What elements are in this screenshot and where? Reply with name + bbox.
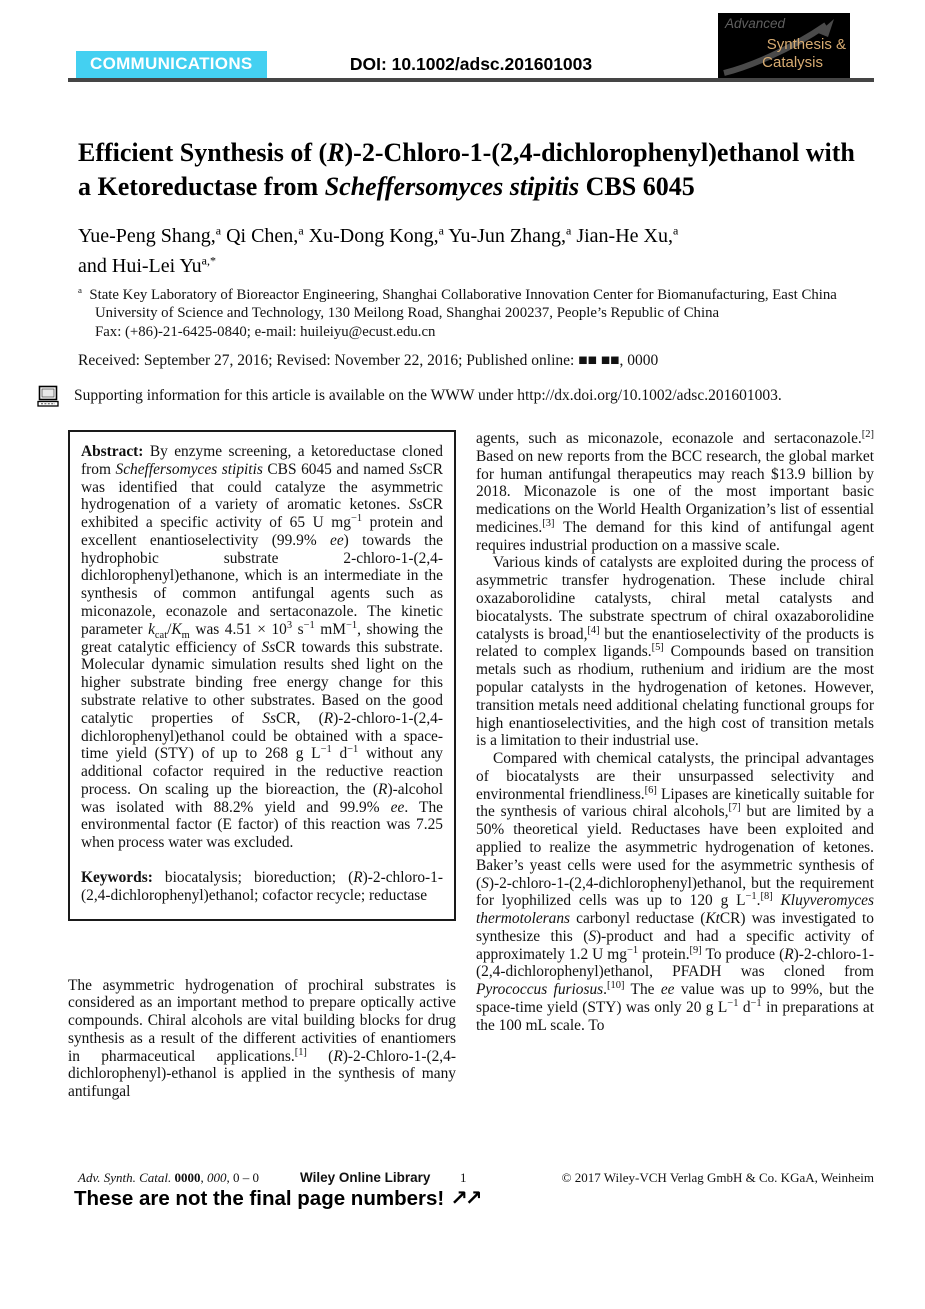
right-column	[476, 430, 874, 1101]
logo-catalysis-text: Catalysis	[762, 54, 823, 71]
communications-label: COMMUNICATIONS	[90, 54, 253, 73]
abstract-box	[68, 430, 456, 921]
copyright-notice: © 2017 Wiley-VCH Verlag GmbH & Co. KGaA, Weinheim	[561, 1170, 874, 1185]
page-number: 1	[460, 1170, 467, 1185]
intro-paragraph: The asymmetric hydrogenation of prochiral substrates is considered as an important method to prepare optically active compounds. Chiral alcohols are vital building blocks for drug synthesis as a result of the different activities of enantiomers in pharmaceutical applications.[1] (R)-2-Chloro-1-(2,4-dichlorophenyl)-ethanol is applied in the synthesis of many antifungal	[68, 976, 456, 1101]
paragraph: agents, such as miconazole, econazole and sertaconazole.[2] Based on new reports from the BCC research, the global market for human antifungal therapeutics may reach $13.9 billion by 2018. Miconazole is one of the most important basic medications on the World Health Organization’s list of essential medicines.[3] The demand for this kind of antifungal agent requires industrial production on a massive scale.	[476, 428, 874, 554]
affiliation: $^a$ State Key Laboratory of Bioreactor Engineering, Shanghai Collaborative Innovation Center for Biomanufacturing, East China University of Science and Technology, 130 Meilong Road, Shanghai 200237, People’s Republic of China Fax: (+86)-21-6425-0840; e-mail: huileiyu@ecust.edu.cn	[78, 285, 837, 340]
article-title: Efficient Synthesis of (R)-2-Chloro-1-(2,4-dichlorophenyl)ethanol with a Ketoreductase from Scheffersomyces stipitis CBS 6045	[78, 138, 855, 201]
left-column	[68, 430, 456, 1101]
paragraph: Various kinds of catalysts are exploited during the process of asymmetric transfer hydrogenation. These include chiral oxazaborolidine catalysts, chiral metal catalysts and biocatalysts. The substrate spectrum of chiral oxazaborolidine catalysts is broad,[4] but the enantioselectivity of the products is related to complex ligands.[5] Compounds based on transition metals such as rhodium, ruthenium and iridium are the most popular catalysts in the hydrogenation of ketones. However, transition metals need additional chelating functional groups for high enantioselectivities, and the high cost of transition metals is a limitation to their industrial use.	[476, 554, 875, 750]
final-page-numbers-note	[74, 1186, 479, 1211]
authors-line: Yue-Peng Shang,$^a$ Qi Chen,$^a$ Xu-Dong Kong,$^a$ Yu-Jun Zhang,$^a$ Jian-He Xu,$^a$ and Hui-Lei $Yu^{a,*}$	[78, 223, 679, 277]
keywords-label: Keywords:	[81, 868, 153, 886]
final-page-numbers-text: These are not the final page numbers!	[74, 1187, 445, 1210]
paragraph: Compared with chemical catalysts, the principal advantages of biocatalysts are their unsurpassed selectivity and environmental friendliness.[6] Lipases are kinetically suitable for the synthesis of various chiral alcohols,[7] but are limited by a 50% theoretical yield. Reductases have been exploited and applied to realize the asymmetric hydrogenation of ketones. Baker’s yeast cells were used for the asymmetric synthesis of (S)-2-chloro-1-(2,4-dichlorophenyl)ethanol, but the requirement for lyophilized cells was up to 120 g $L^{-1}.[8]$ Kluyveromyces thermotolerans carbonyl reductase (KtCR) was investigated to synthesize this (S)-product and had a specific activity of approximately 1.2 U $mg^{-1}$ protein.[9] To produce (R)-2-chloro-1-(2,4-dichlorophenyl)ethanol, PFADH was cloned from Pyrococcus furiosus.[10] The ee value was up to 99%, but the space-time yield (STY) was only 20 g $L^{-1}$ $d^{-1}$ in preparations at the 100 mL scale. To	[476, 750, 874, 1034]
journal-logo	[718, 13, 850, 78]
abstract-body: By enzyme screening, a ketoreductase cloned from Scheffersomyces stipitis CBS 6045 and named SsCR was identified that could catalyze the asymmetric hydrogenation of a variety of aromatic ketones. SsCR exhibited a specific activity of 65 U $mg^{-1}$ protein and excellent enantioselectivity (99.9% ee) towards the hydrophobic substrate 2-chloro-1-(2,4-dichlorophenyl)ethanone, which is an intermediate in the synthesis of common antifungal agents such as miconazole, econazole and sertaconazole. The kinetic parameter $k_{cat}/K_m$ was $4.51 \times 10^3$ $s^{-1}$ $mM^{-1}$, showing the great catalytic efficiency of SsCR towards this substrate. Molecular dynamic simulation results shed light on the higher substrate binding free energy change for this substrate relative to other substrates. Based on the good catalytic properties of SsCR, (R)-2-chloro-1-(2,4-dichlorophenyl)ethanol could be obtained with a space-time yield (STY) of up to 268 g $L^{-1}$ $d^{-1}$ without any additional cofactor required in the reductive reaction process. On scaling up the bioreaction, the (R)-alcohol was isolated with 88.2% yield and 99.9% ee. The environmental factor (E factor) of this reaction was 7.25 when process water was excluded.	[81, 443, 444, 852]
supporting-info-text: Supporting information for this article is available on the WWW under http://dx.doi.org/10.1002/adsc.201601003.	[74, 387, 782, 404]
logo-advanced-text: Advanced	[725, 16, 786, 31]
abstract-label: Abstract:	[81, 443, 144, 460]
body-columns	[68, 430, 874, 1101]
abstract-paragraph	[81, 443, 443, 852]
supporting-info-row	[36, 385, 888, 408]
logo-synthesis-text: Synthesis &	[766, 36, 846, 53]
wiley-online-library-label: Wiley Online Library	[300, 1170, 431, 1185]
keywords-text: biocatalysis; bioreduction; (R)-2-chloro-1-(2,4-dichlorophenyl)ethanol; cofactor recycle; reductase	[81, 868, 443, 904]
journal-reference: Adv. Synth. Catal. 0000, 000, 0 – 0	[78, 1170, 260, 1185]
computer-icon	[36, 385, 61, 408]
up-right-arrows-icon: ↗↗	[450, 1186, 480, 1210]
received-revised-line: Received: September 27, 2016; Revised: November 22, 2016; Published online: ■■ ■■, 0000	[78, 352, 659, 369]
keywords-paragraph	[81, 869, 443, 905]
doi-label: DOI: 10.1002/adsc.201601003	[349, 54, 593, 74]
header-rule	[68, 78, 874, 82]
